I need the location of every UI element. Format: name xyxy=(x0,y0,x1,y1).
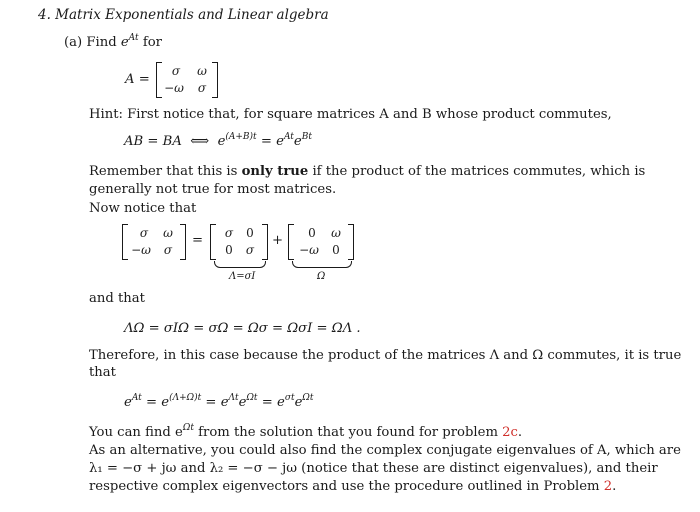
matrix-a-cell: −ω xyxy=(164,81,184,95)
matrix-cell: 0 xyxy=(225,243,233,257)
hint-text: Hint: First notice that, for square matrices A and B whose product commutes, xyxy=(89,107,612,122)
matrix-cell: −ω xyxy=(299,243,319,257)
label-lambda: Λ=σI xyxy=(229,271,256,282)
decomp-equals: = xyxy=(192,233,204,248)
closing-line-1: You can find $e^{\Omega t}$ from the solution that you found for problem 2c. xyxy=(89,423,523,440)
label-omega: Ω xyxy=(317,271,326,282)
matrix-cell: ω xyxy=(331,226,341,240)
matrix-a-cell: σ xyxy=(197,81,207,95)
decomp-matrix-lambda xyxy=(210,224,268,260)
matrix-cell: 0 xyxy=(308,226,316,240)
matrix-cell: σ xyxy=(163,243,173,257)
matrix-cell: σ xyxy=(245,243,255,257)
remember-line-3: Now notice that xyxy=(89,201,197,216)
decomp-matrix-1 xyxy=(122,224,186,260)
problem-2c-link[interactable]: 2c xyxy=(502,425,518,440)
closing-line-4: respective complex eigenvectors and use the procedure outlined in Problem 2. xyxy=(89,479,617,494)
hint-equation: AB = BA ⟺ $e^{(A+B)t} = e^{At}e^{Bt}$ xyxy=(124,132,312,149)
matrix-cell: σ xyxy=(224,226,234,240)
remember-line-1: Remember that this is only true if the product of the matrices commutes, which is xyxy=(89,164,646,179)
matrix-cell: σ xyxy=(139,226,149,240)
matrix-cell: 0 xyxy=(332,243,340,257)
therefore-line-1: Therefore, in this case because the product of the matrices Λ and Ω commutes, it is true xyxy=(89,348,682,363)
matrix-a-cell: σ xyxy=(171,64,181,78)
underbrace-omega xyxy=(292,261,352,268)
matrix-a-name: A = xyxy=(125,72,150,87)
matrix-cell: −ω xyxy=(131,243,151,257)
matrix-cell: 0 xyxy=(246,226,254,240)
decomp-matrix-omega xyxy=(288,224,354,260)
problem-2-link[interactable]: 2 xyxy=(603,479,613,494)
underbrace-lambda xyxy=(214,261,266,268)
matrix-a xyxy=(156,62,218,98)
matrix-cell: ω xyxy=(163,226,173,240)
part-a-expr: $e^{At}$ xyxy=(120,33,139,50)
remember-line-2: generally not true for most matrices. xyxy=(89,182,337,197)
exponential-equation: $e^{At} = e^{(\Lambda+\Omega)t} = e^{\Lambda t}e^{\Omega t} = e^{\sigma t}e^{\Omega t}$ xyxy=(124,393,314,410)
matrix-a-cell: ω xyxy=(197,64,207,78)
and-that-text: and that xyxy=(89,291,145,306)
therefore-line-2: that xyxy=(89,365,116,380)
commute-equation: ΛΩ = σIΩ = σΩ = Ωσ = ΩσI = ΩΛ . xyxy=(124,321,361,336)
section-heading: 4. Matrix Exponentials and Linear algebra xyxy=(38,7,329,23)
part-a-text: (a) Find xyxy=(64,35,117,50)
part-a-tail: for xyxy=(142,35,162,50)
closing-line-2: As an alternative, you could also find the complex conjugate eigenvalues of A, which are xyxy=(89,443,681,458)
closing-line-3: λ₁ = −σ + jω and λ₂ = −σ − jω (notice that these are distinct eigenvalues), and their xyxy=(89,461,658,476)
decomp-plus: + xyxy=(272,233,284,248)
part-a-label xyxy=(64,34,162,52)
